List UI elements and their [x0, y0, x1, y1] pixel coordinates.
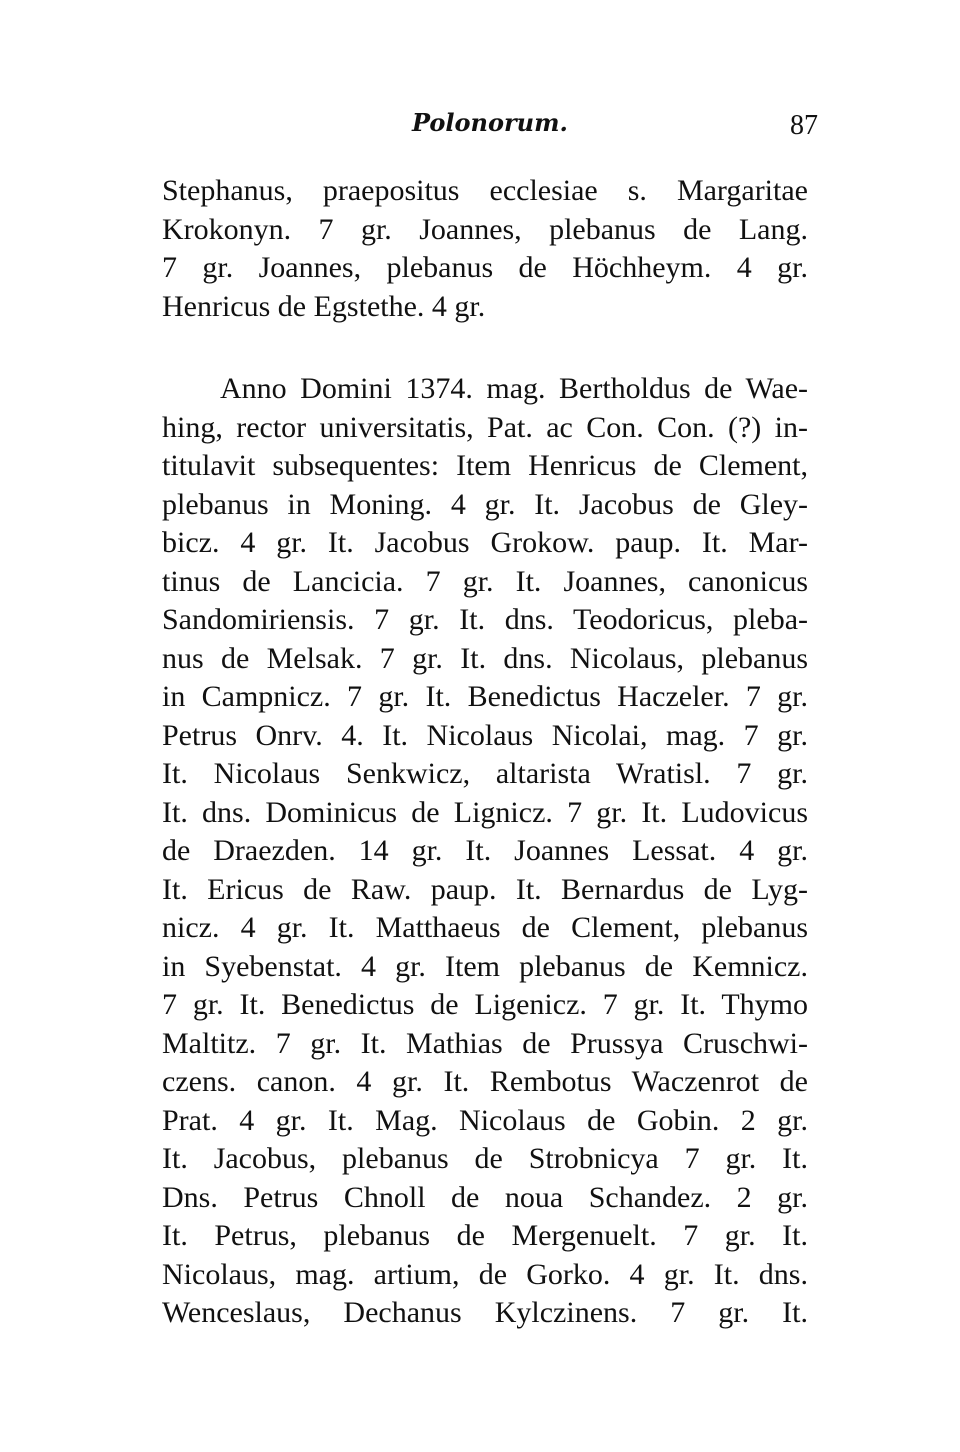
text-line: bicz. 4 gr. It. Jacobus Grokow. paup. It. Mar-	[162, 526, 808, 559]
text-line: 7 gr. Joannes, plebanus de Höchheym. 4 gr.	[162, 251, 808, 284]
text-line: de Draezden. 14 gr. It. Joannes Lessat. 4 gr.	[162, 834, 808, 867]
text-line: Prat. 4 gr. It. Mag. Nicolaus de Gobin. 2 gr.	[162, 1103, 808, 1137]
text-line: Petrus Onrv. 4. It. Nicolaus Nicolai, mag. 7 gr.	[162, 718, 808, 752]
paragraph-gap	[162, 326, 808, 370]
text-line: titulavit subsequentes: Item Henricus de Clement,	[162, 449, 808, 482]
text-line: Maltitz. 7 gr. It. Mathias de Prussya Cruschwi-	[162, 1026, 808, 1060]
page-number: 87	[790, 110, 818, 141]
page-header	[0, 108, 960, 144]
text-line: Wenceslaus, Dechanus Kylczinens. 7 gr. It.	[162, 1296, 808, 1329]
text-line: in Campnicz. 7 gr. It. Benedictus Haczeler. 7 gr.	[162, 680, 808, 713]
text-line: Nicolaus, mag. artium, de Gorko. 4 gr. It. dns.	[162, 1257, 808, 1291]
text-line: nus de Melsak. 7 gr. It. dns. Nicolaus, plebanus	[162, 641, 808, 675]
text-line: tinus de Lancicia. 7 gr. It. Joannes, canonicus	[162, 564, 808, 598]
text-line: in Syebenstat. 4 gr. Item plebanus de Kemnicz.	[162, 949, 808, 983]
text-line: It. Nicolaus Senkwicz, altarista Wratisl. 7 gr.	[162, 757, 808, 790]
text-line: It. Ericus de Raw. paup. It. Bernardus de Lyg-	[162, 872, 808, 906]
text-line: Anno Domini 1374. mag. Bertholdus de Wae-	[220, 372, 808, 405]
running-title: Polonorum.	[412, 108, 568, 137]
text-line: Stephanus, praepositus ecclesiae s. Margaritae	[162, 174, 808, 207]
text-line: Krokonyn. 7 gr. Joannes, plebanus de Lang.	[162, 212, 808, 246]
text-line: Sandomiriensis. 7 gr. It. dns. Teodoricus, pleba-	[162, 603, 808, 636]
text-line: 7 gr. It. Benedictus de Ligenicz. 7 gr. It. Thymo	[162, 988, 808, 1021]
text-line: It. dns. Dominicus de Lignicz. 7 gr. It. Ludovicus	[162, 795, 808, 829]
text-line: hing, rector universitatis, Pat. ac Con. Con. (?) in-	[162, 410, 808, 444]
text-line: It. Jacobus, plebanus de Strobnicya 7 gr. It.	[162, 1142, 808, 1175]
text-line: nicz. 4 gr. It. Matthaeus de Clement, plebanus	[162, 911, 808, 944]
paragraph-1	[162, 172, 808, 326]
body-text	[162, 172, 808, 1333]
paragraph-2	[162, 370, 808, 1333]
text-line: plebanus in Moning. 4 gr. It. Jacobus de Gley-	[162, 487, 808, 521]
text-line: czens. canon. 4 gr. It. Rembotus Waczenrot de	[162, 1065, 808, 1098]
text-line: Henricus de Egstethe. 4 gr.	[162, 289, 486, 323]
text-line: Dns. Petrus Chnoll de noua Schandez. 2 gr.	[162, 1180, 808, 1214]
text-line: It. Petrus, plebanus de Mergenuelt. 7 gr. It.	[162, 1219, 808, 1252]
